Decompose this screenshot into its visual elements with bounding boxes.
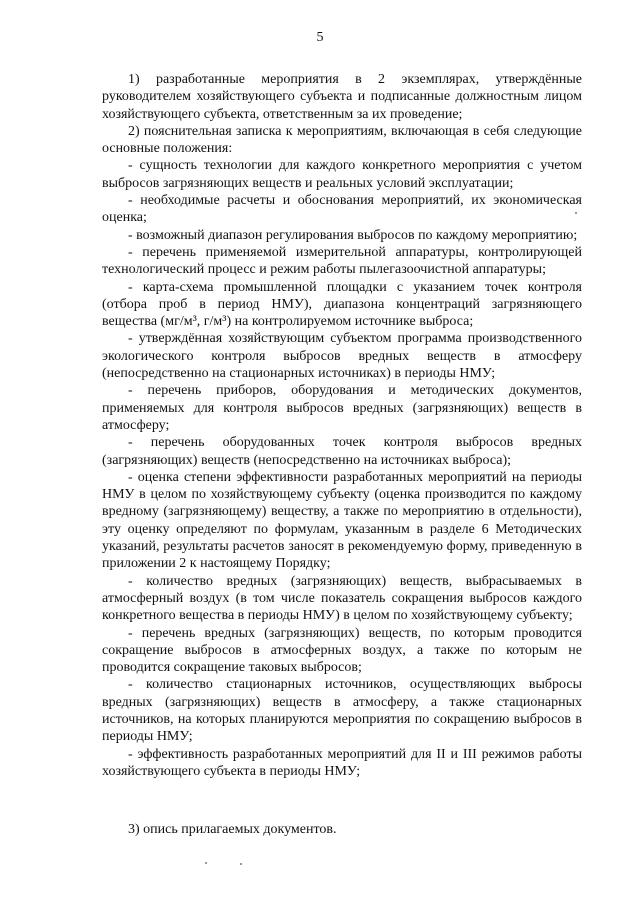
paragraph: - перечень оборудованных точек контроля выбросов вредных (загрязняющих) веществ (непосредственно на источниках выброса); (102, 435, 582, 468)
scan-speck (205, 862, 207, 864)
paragraph: - сущность технологии для каждого конкретного мероприятия с учетом выбросов загрязняющих веществ и реальных условий эксплуатации; (102, 158, 582, 191)
document-body (102, 71, 582, 780)
paragraph: - количество вредных (загрязняющих) веществ, выбрасываемых в атмосферный воздух (в том числе показатель сокращения выбросов каждого конкретного вещества в периоды НМУ) в целом по хозяйствующему субъекту; (102, 573, 582, 624)
paragraph: - количество стационарных источников, осуществляющих выбросы вредных (загрязняющих) веществ в атмосферу, а также стационарных источников, на которых планируются мероприятия по сокращению выбросов в периоды НМУ; (102, 677, 582, 745)
paragraph: - перечень применяемой измерительной аппаратуры, контролирующей технологический процесс и режим работы пылегазоочистной аппаратуры; (102, 244, 582, 278)
paragraph: - эффективность разработанных мероприятий для II и III режимов работы хозяйствующего субъекта в периоды НМУ; (102, 746, 582, 779)
paragraph: - необходимые расчеты и обоснования мероприятий, их экономическая оценка; (102, 193, 582, 226)
paragraph: - карта-схема промышленной площадки с указанием точек контроля (отбора проб в период НМУ), диапазона концентраций загрязняющего вещества (мг/м³, г/м³) на контролируемом источнике выброса; (102, 279, 582, 330)
scan-speck (240, 863, 242, 865)
paragraph: 2) пояснительная записка к мероприятиям, включающая в себя следующие основные положения: (102, 123, 582, 157)
page-number: 5 (316, 30, 324, 45)
paragraph: - перечень вредных (загрязняющих) веществ, по которым проводится сокращение выбросов в атмосферных воздух, а также по которым не проводится сокращение таковых выбросов; (102, 625, 582, 676)
paragraph: - возможный диапазон регулирования выбросов по каждому мероприятию; (128, 227, 578, 243)
paragraph: - оценка степени эффективности разработанных мероприятий на периоды НМУ в целом по хозяйствующему субъекту (оценка производится по каждому вредному (загрязняющему) веществу, а также по мероприятию в отдельности), эту оценку определяют по формулам, указанным в разделе 6 Методических указаний, результаты расчетов заносят в рекомендуемую форму, приведенную в приложении 2 к настоящему Порядку; (102, 469, 582, 572)
closing-item: 3) опись прилагаемых документов. (128, 822, 337, 837)
scan-speck (575, 212, 577, 214)
paragraph: - перечень приборов, оборудования и методических документов, применяемых для контроля выбросов вредных (загрязняющих) веществ в атмосферу; (102, 383, 582, 433)
paragraph: 1) разработанные мероприятия в 2 экземплярах, утверждённые руководителем хозяйствующего субъекта и подписанные должностным лицом хозяйствующего субъекта, ответственным за их проведение; (102, 72, 582, 122)
paragraph: - утверждённая хозяйствующим субъектом программа производственного экологического контроля выбросов вредных веществ в атмосферу (непосредственно на стационарных источниках) в периоды НМУ; (102, 331, 582, 382)
